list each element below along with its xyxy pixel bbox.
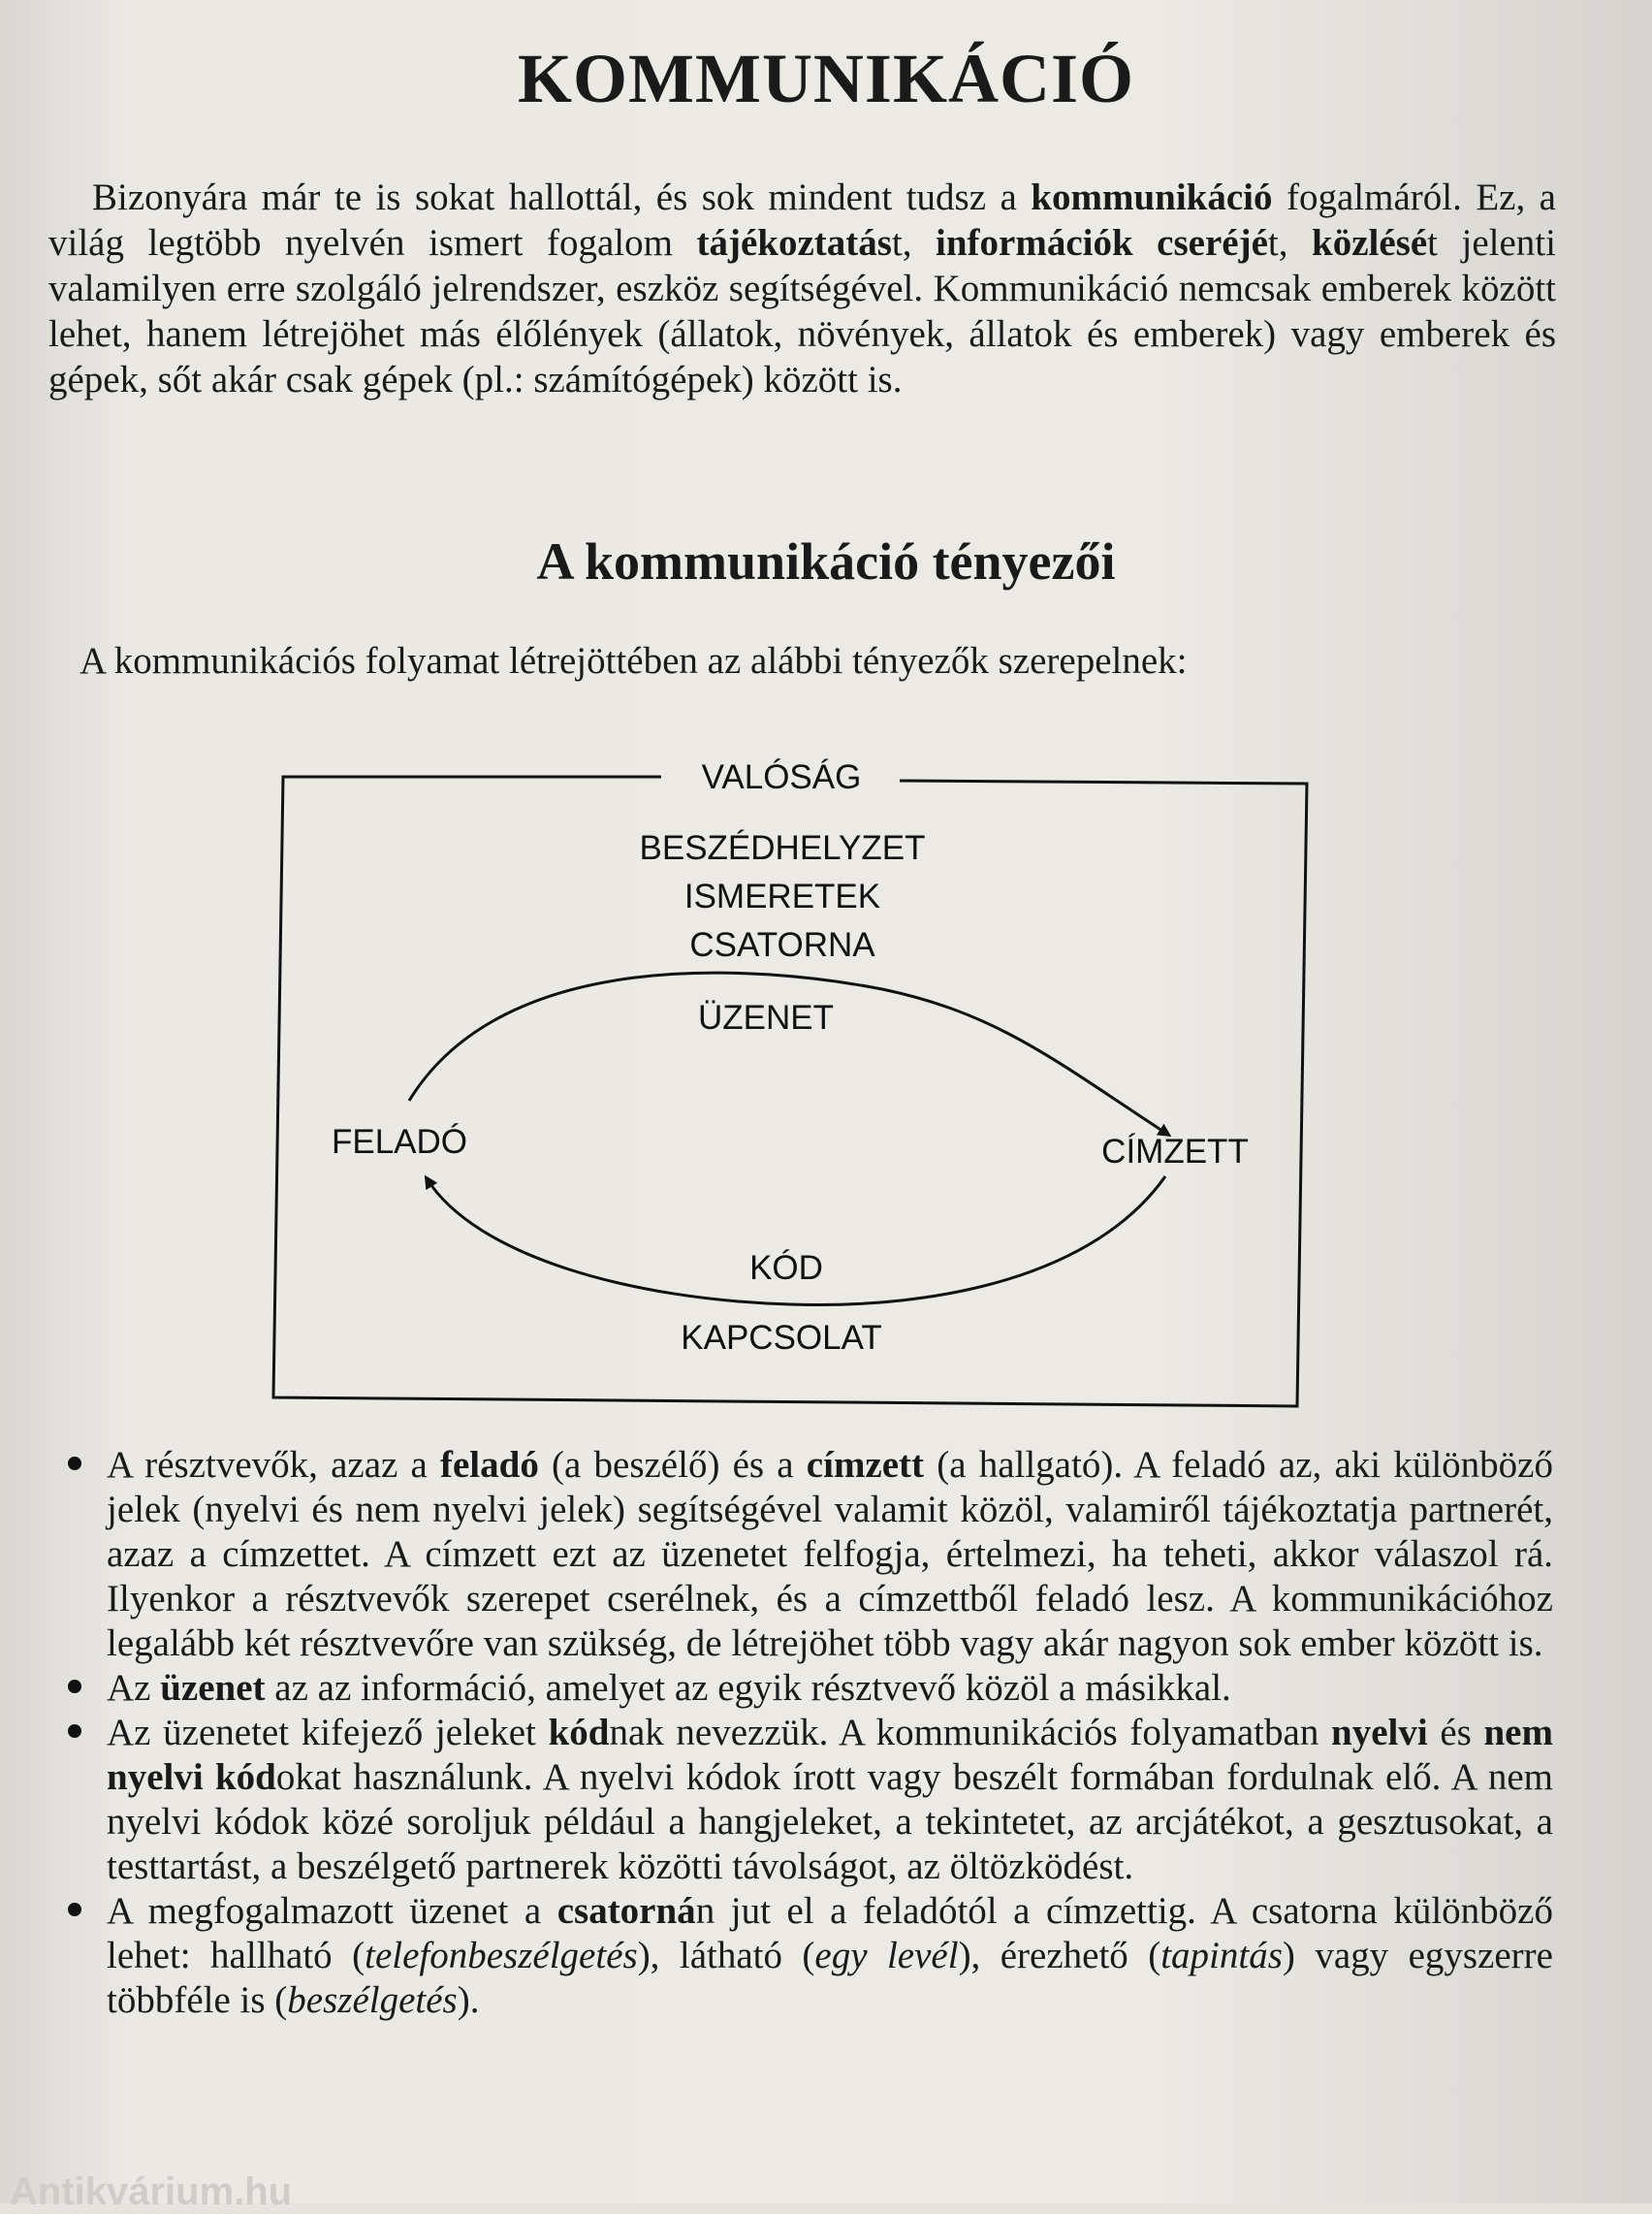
list-item [60, 1443, 1553, 1666]
list-item [60, 1889, 1553, 2023]
list-item-text: Az üzenetet kifejező jeleket kódnak nevezzük. A kommunikációs folyamatban nyelvi és nem nyelvi kódokat használunk. A nyelvi kódok írott vagy beszélt formában fordulnak elő. A nem nyelvi kódok közé soroljuk például a hangjeleket, a tekintetet, az arcjátékot, a gesztusokat, a testtartást, a beszélgető partnerek közötti távolságot, az öltözködést. [107, 1712, 1553, 1887]
receiver-label: CÍMZETT [1101, 1133, 1249, 1171]
relation-label: KAPCSOLAT [681, 1319, 882, 1357]
list-item-text: A megfogalmazott üzenet a csatornán jut el a feladótól a címzettig. A csatorna különböző lehet: hallható (telefonbeszélgetés), látható (egy levél), érezhető (tapintás) vagy egyszerre többféle is (beszélgetés). [107, 1890, 1553, 2021]
code-label: KÓD [749, 1249, 823, 1287]
intro-paragraph-text: Bizonyára már te is sokat hallottál, és sok mindent tudsz a kommunikáció fogalmáról. Ez, a világ legtöbb nyelvén ismert fogalom tájékoztatást, információk cseréjét, közlését jelenti valamilyen erre szolgáló jelrendszer, eszköz segítségével. Kommunikáció nemcsak emberek között lehet, hanem létrejöhet más élőlények (állatok, növények, állatok és emberek) vagy emberek és gépek, sőt akár csak gépek (pl.: számítógépek) között is. [48, 176, 1556, 401]
context-item-situation: BESZÉDHELYZET [639, 829, 926, 867]
list-item [60, 1711, 1553, 1889]
section-intro: A kommunikációs folyamat létrejöttében az alábbi tényezők szerepelnek: [79, 640, 1188, 682]
watermark: Antikvárium.hu [10, 2170, 293, 2213]
context-item-channel: CSATORNA [689, 926, 875, 964]
intro-paragraph [48, 175, 1556, 402]
communication-diagram [262, 752, 1318, 1430]
bullet-icon [68, 1903, 81, 1916]
section-title: A kommunikáció tényezői [536, 532, 1116, 591]
reality-label: VALÓSÁG [701, 758, 862, 796]
page-title: KOMMUNIKÁCIÓ [518, 40, 1134, 117]
bullet-icon [68, 1724, 81, 1738]
list-item-text: Az üzenet az az információ, amelyet az egyik résztvevő közöl a másikkal. [107, 1667, 1231, 1709]
bullet-icon [68, 1680, 81, 1693]
context-item-knowledge: ISMERETEK [683, 878, 881, 915]
factor-list [60, 1443, 1553, 2023]
bullet-icon [68, 1457, 81, 1470]
message-label: ÜZENET [698, 999, 834, 1037]
list-item-text: A résztvevők, azaz a feladó (a beszélő) és a címzett (a hallgató). A feladó az, aki különböző jelek (nyelvi és nem nyelvi jelek) segítségével valamit közöl, valamiről tájékoztatja partnerét, azaz a címzettet. A címzett ezt az üzenetet felfogja, értelmezi, ha teheti, akkor válaszol rá. Ilyenkor a résztvevők szerepet cserélnek, és a címzettből feladó lesz. A kommunikációhoz legalább két résztvevőre van szükség, de létrejöhet több vagy akár nagyon sok ember között is. [107, 1444, 1553, 1664]
list-item [60, 1666, 1553, 1711]
reality-frame [273, 777, 1307, 1406]
arrow-sender-to-receiver [409, 973, 1168, 1135]
sender-label: FELADÓ [331, 1123, 468, 1161]
